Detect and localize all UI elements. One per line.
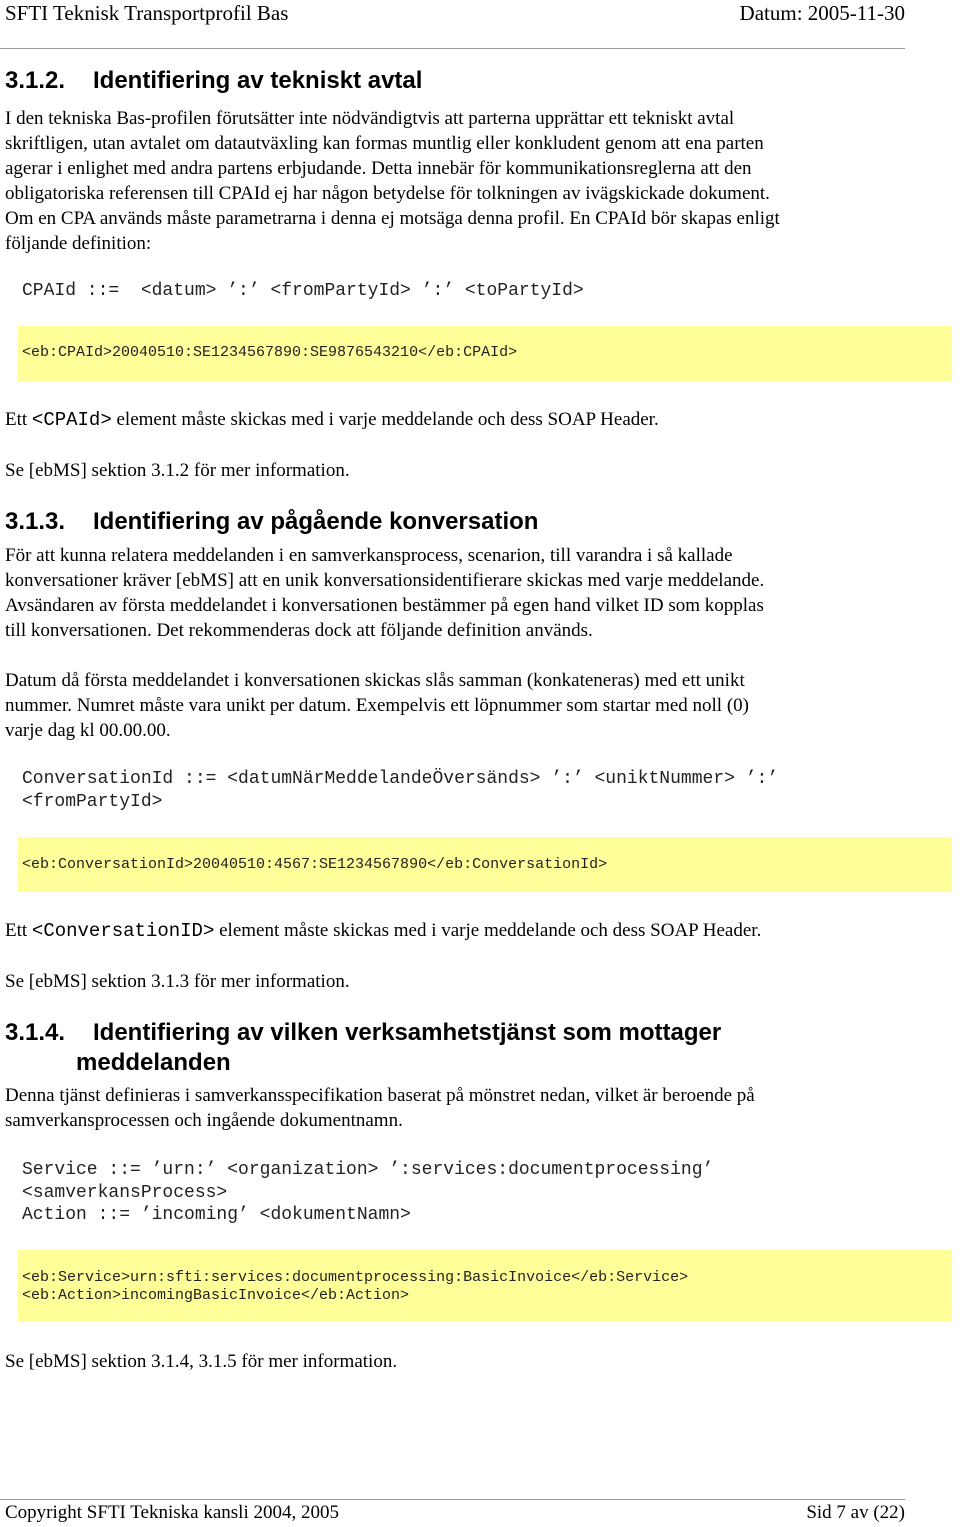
paragraph-line: obligatoriska referensen till CPAId ej har någon betydelse för tolkningen av ivägskickade dokument. — [5, 183, 770, 204]
conversationid-definition-code — [22, 768, 778, 813]
paragraph-service-definition — [5, 1083, 905, 1133]
section-heading-3-1-2 — [5, 66, 422, 96]
code-line: ConversationId ::= <datumNärMeddelandeÖversänds> ’:’ <uniktNummer> ’:’ — [22, 769, 779, 789]
example-line: <eb:ConversationId>20040510:4567:SE1234567890</eb:ConversationId> — [22, 856, 608, 873]
section-number: 3.1.2. — [5, 67, 66, 94]
section-number: 3.1.4. — [5, 1019, 66, 1046]
paragraph-line: nummer. Numret måste vara unikt per datum. Exempelvis ett löpnummer som startar med noll (0) — [5, 695, 749, 716]
paragraph-conversation-intro — [5, 543, 905, 643]
section-title: Identifiering av tekniskt avtal — [93, 67, 423, 94]
section-heading-3-1-3 — [5, 507, 538, 537]
paragraph-technical-agreement — [5, 106, 905, 256]
example-line: <eb:Service>urn:sfti:services:documentprocessing:BasicInvoice</eb:Service> — [22, 1269, 689, 1286]
copyright-text: Copyright SFTI Tekniska kansli 2004, 2005 — [5, 1502, 339, 1523]
page-header — [5, 0, 905, 34]
cpaid-reference — [5, 458, 905, 483]
paragraph-line: till konversationen. Det rekommenderas dock att följande definition används. — [5, 620, 593, 641]
page-number: Sid 7 av (22) — [806, 1502, 905, 1523]
reference-text: Se [ebMS] sektion 3.1.4, 3.1.5 för mer information. — [5, 1351, 398, 1372]
service-example-box — [18, 1250, 952, 1322]
paragraph-line: följande definition: — [5, 233, 152, 254]
paragraph-line: konversationer kräver [ebMS] att en unik konversationsidentifierare skickas med varje meddelande. — [5, 570, 765, 591]
paragraph-line: agerar i enlighet med andra partens erbjudande. Detta innebär för kommunikationsreglerna att den — [5, 158, 752, 179]
note-text: Ett — [5, 920, 32, 941]
paragraph-line: Datum då första meddelandet i konversationen skickas slås samman (konkateneras) med ett unikt — [5, 670, 745, 691]
header-divider — [0, 48, 905, 49]
reference-text: Se [ebMS] sektion 3.1.2 för mer information. — [5, 460, 350, 481]
paragraph-line: För att kunna relatera meddelanden i en samverkansprocess, scenarion, till varandra i så kallade — [5, 545, 733, 566]
note-code: <CPAId> — [31, 409, 112, 431]
code-line: CPAId ::= <datum> ’:’ <fromPartyId> ’:’ <toPartyId> — [22, 281, 584, 301]
paragraph-line: varje dag kl 00.00.00. — [5, 720, 171, 741]
code-line: Action ::= ’incoming’ <dokumentNamn> — [22, 1205, 411, 1225]
reference-text: Se [ebMS] sektion 3.1.3 för mer information. — [5, 971, 350, 992]
note-code: <ConversationID> — [31, 920, 215, 942]
conversationid-example-box — [18, 837, 952, 892]
code-line: Service ::= ’urn:’ <organization> ’:services:documentprocessing’ — [22, 1160, 714, 1180]
paragraph-line: skriftligen, utan avtalet om datautväxling kan formas muntlig eller konkludent genom att ena parten — [5, 133, 764, 154]
section-title: Identifiering av pågående konversation — [93, 508, 539, 535]
footer-divider — [0, 1499, 905, 1500]
note-text: element måste skickas med i varje meddelande och dess SOAP Header. — [214, 920, 762, 941]
section-title: Identifiering av vilken verksamhetstjänst som mottager — [93, 1019, 722, 1046]
code-line: <samverkansProcess> — [22, 1182, 228, 1203]
paragraph-line: I den tekniska Bas-profilen förutsätter inte nödvändigtvis att parterna upprättar ett tekniskt avtal — [5, 108, 735, 129]
cpaid-example-box — [18, 326, 952, 381]
code-line: <fromPartyId> — [22, 791, 163, 812]
paragraph-line: Avsändaren av första meddelandet i konversationen bestämmer på egen hand vilket ID som kopplas — [5, 595, 764, 616]
conversationid-reference — [5, 969, 905, 994]
example-line: <eb:Action>incomingBasicInvoice</eb:Action> — [22, 1287, 410, 1304]
service-definition-code — [22, 1159, 713, 1227]
paragraph-line: Denna tjänst definieras i samverkansspecifikation baserat på mönstret nedan, vilket är beroende på — [5, 1085, 755, 1106]
section-number: 3.1.3. — [5, 508, 66, 535]
cpaid-definition-code — [22, 280, 584, 303]
document-date: Datum: 2005-11-30 — [739, 1, 905, 25]
note-text: Ett — [5, 409, 32, 430]
document-title: SFTI Teknisk Transportprofil Bas — [5, 1, 289, 25]
paragraph-conversation-number — [5, 668, 905, 743]
service-reference — [5, 1349, 905, 1374]
conversationid-note — [5, 918, 905, 944]
section-heading-3-1-4 — [5, 1018, 721, 1078]
paragraph-line: samverkansprocessen och ingående dokumentnamn. — [5, 1110, 403, 1131]
note-text: element måste skickas med i varje meddelande och dess SOAP Header. — [111, 409, 659, 430]
paragraph-line: Om en CPA används måste parametrarna i denna ej motsäga denna profil. En CPAId bör skapas enligt — [5, 208, 780, 229]
section-title-continued: meddelanden — [76, 1049, 231, 1076]
cpaid-note — [5, 407, 905, 433]
example-line: <eb:CPAId>20040510:SE1234567890:SE9876543210</eb:CPAId> — [22, 344, 518, 361]
